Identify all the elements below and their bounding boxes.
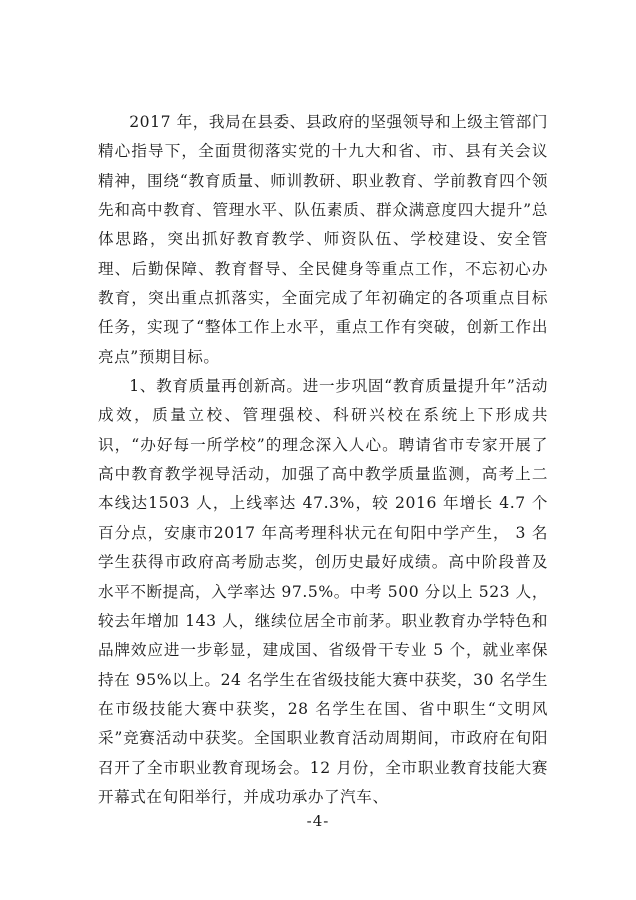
page-number: -4- (306, 812, 330, 830)
paragraph-summary: 2017 年，我局在县委、县政府的坚强领导和上级主管部门精心指导下，全面贯彻落实党的十九大和省、市、县有关会议精神，围绕“教育质量、师训教研、职业教育、学前教育四个领先和高中教育、管理水平、队伍素质、群众满意度四大提升”总体思路，突出抓好教育教学、师资队伍、学校建设、安全管理、后勤保障、教育督导、全民健身等重点工作，不忘初心办教育，突出重点抓落实，全面完成了年初确定的各项重点目标任务，实现了“整体工作上水平，重点工作有突破，创新工作出亮点”预期目标。 (98, 113, 548, 366)
body-text (98, 108, 548, 812)
paragraph-education-quality: 1、教育质量再创新高。进一步巩固“教育质量提升年”活动成效，质量立校、管理强校、科研兴校在系统上下形成共识，“办好每一所学校”的理念深入人心。聘请省市专家开展了高中教育教学视导活动，加强了高中教学质量监测，高考上二本线达1503 人，上线率达 47.3%，较 2016 年增长 4.7 个百分点，安康市2017 年高考理科状元在旬阳中学产生， 3 名学生获得市政府高考励志奖，创历史最好成绩。高中阶段普及水平不断提高，入学率达 97.5%。中考 500 分以上 523 人，较去年增加 143 人，继续位居全市前茅。职业教育办学特色和品牌效应进一步彰显，建成国、省级骨干专业 5 个，就业率保持在 95%以上。24 名学生在省级技能大赛中获奖，30 名学生在市级技能大赛中获奖，28 名学生在国、省中职生“文明风采”竞赛活动中获奖。全国职业教育活动周期间，市政府在旬阳召开了全市职业教育现场会。12 月份，全市职业教育技能大赛开幕式在旬阳举行，并成功承办了汽车、 (98, 377, 548, 806)
